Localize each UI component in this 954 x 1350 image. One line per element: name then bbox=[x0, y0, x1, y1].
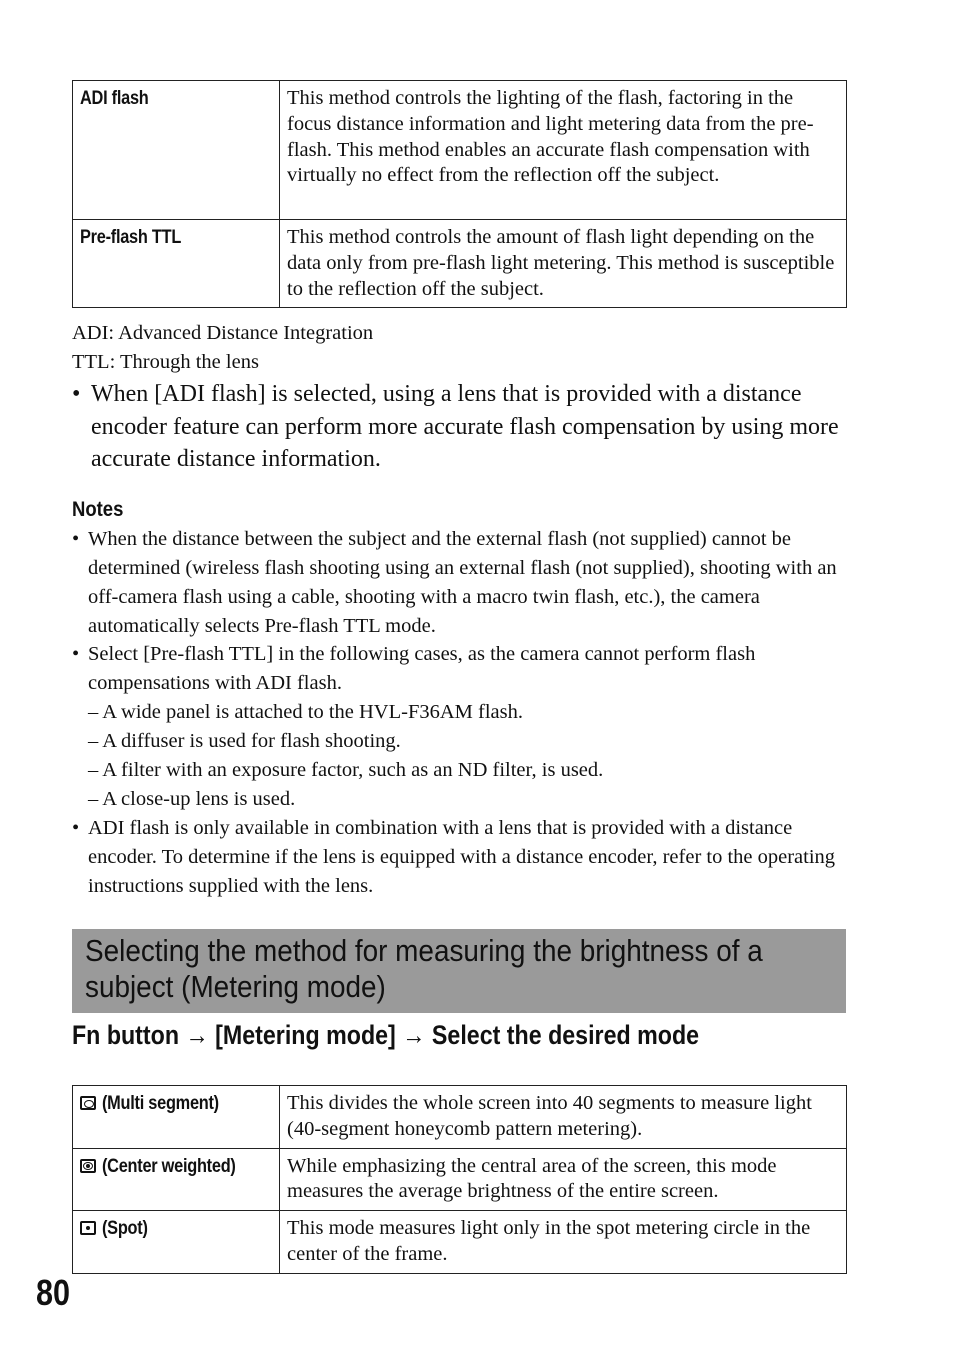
abbreviation-adi: ADI: Advanced Distance Integration bbox=[72, 322, 374, 344]
arrow-icon: → bbox=[402, 1020, 426, 1050]
table-description: This divides the whole screen into 40 segments to measure light (40-segment honeycomb pattern metering). bbox=[280, 1086, 847, 1149]
abbreviation-ttl: TTL: Through the lens bbox=[72, 351, 259, 373]
table-description: This method controls the lighting of the flash, factoring in the focus distance information and light metering data from the pre-flash. This method enables an accurate flash compensation with virtually no effect from the reflection off the subject. bbox=[280, 81, 847, 220]
bullet-marker: • bbox=[72, 817, 80, 839]
multi-segment-icon bbox=[80, 1096, 96, 1110]
note-subitem: – A wide panel is attached to the HVL-F36AM flash. bbox=[88, 701, 523, 723]
note-subitem: – A diffuser is used for flash shooting. bbox=[88, 730, 401, 752]
table-row bbox=[73, 1148, 847, 1211]
arrow-icon: → bbox=[185, 1020, 209, 1050]
menu-path bbox=[72, 1020, 699, 1051]
table-description: This mode measures light only in the spot metering circle in the center of the frame. bbox=[280, 1211, 847, 1274]
table-description: This method controls the amount of flash light depending on the data only from pre-flash light metering. This method is susceptible to the reflection off the subject. bbox=[280, 220, 847, 308]
table-term: (Spot) bbox=[73, 1211, 280, 1274]
center-weighted-icon bbox=[80, 1159, 96, 1173]
table-row bbox=[73, 1086, 847, 1149]
note-item: Select [Pre-flash TTL] in the following cases, as the camera cannot perform flash compensations with ADI flash. bbox=[88, 643, 756, 694]
menu-path-step: [Metering mode] bbox=[215, 1020, 396, 1050]
bullet-marker: • bbox=[72, 528, 80, 550]
notes-title: Notes bbox=[72, 498, 124, 521]
metering-mode-table bbox=[72, 1085, 847, 1274]
note-subitem: – A close-up lens is used. bbox=[88, 788, 296, 810]
bullet-marker: • bbox=[72, 643, 80, 665]
page-number: 80 bbox=[36, 1272, 71, 1313]
note-item: ADI flash is only available in combination with a lens that is provided with a distance encoder. To determine if the lens is equipped with a distance encoder, refer to the operating instructions supplied with the lens. bbox=[88, 817, 836, 897]
bullet-marker: • bbox=[72, 381, 81, 407]
table-term: (Center weighted) bbox=[73, 1148, 280, 1211]
table-term: ADI flash bbox=[73, 81, 280, 220]
table-term: (Multi segment) bbox=[73, 1086, 280, 1149]
note-subitem: – A filter with an exposure factor, such as an ND filter, is used. bbox=[88, 759, 604, 781]
menu-path-step: Select the desired mode bbox=[431, 1020, 700, 1050]
table-row bbox=[73, 220, 847, 308]
section-heading: Selecting the method for measuring the brightness of a subject (Metering mode) bbox=[85, 933, 763, 1004]
menu-path-step: Fn button bbox=[72, 1020, 180, 1050]
table-term: Pre-flash TTL bbox=[73, 220, 280, 308]
table-row bbox=[73, 1211, 847, 1274]
table-row bbox=[73, 81, 847, 220]
note-item: When the distance between the subject and the external flash (not supplied) cannot be determined (wireless flash shooting using an external flash (not supplied), shooting with an off-camera flash using a cable, shooting with a macro twin flash, etc.), the camera automatically selects Pre-flash TTL mode. bbox=[88, 528, 837, 637]
table-description: While emphasizing the central area of the screen, this mode measures the average brightness of the entire screen. bbox=[280, 1148, 847, 1211]
spot-icon bbox=[80, 1221, 96, 1235]
main-bullet-text: When [ADI flash] is selected, using a lens that is provided with a distance encoder feature can perform more accurate flash compensation by using more accurate distance information. bbox=[91, 381, 839, 472]
flash-method-table bbox=[72, 80, 847, 308]
